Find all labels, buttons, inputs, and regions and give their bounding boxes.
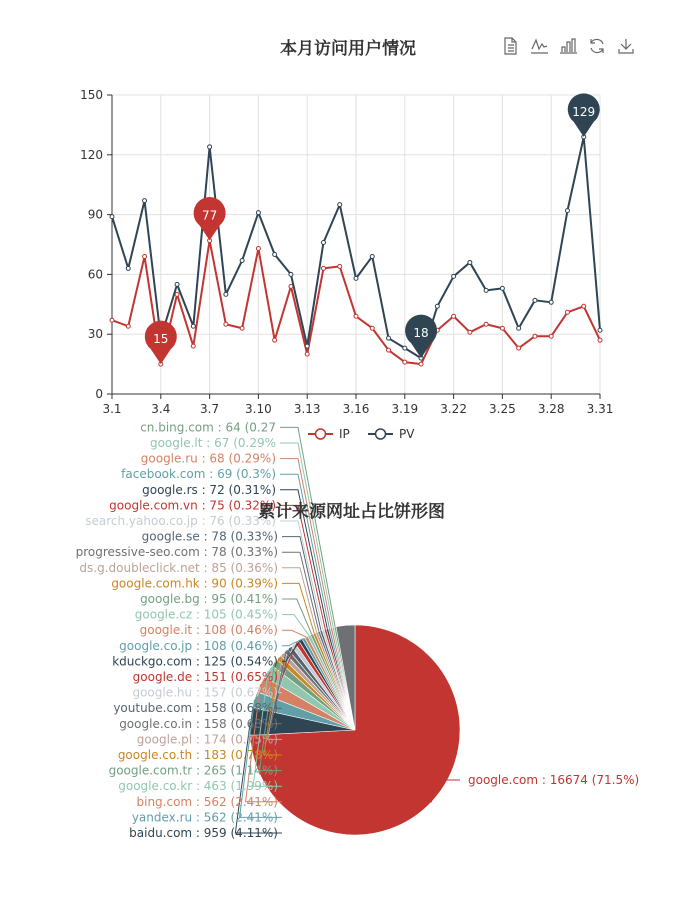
data-point-pv <box>354 276 358 280</box>
mark-point-ip <box>145 321 177 364</box>
slice-label: google.com.hk : 90 (0.39%) <box>111 576 278 591</box>
legend-item-pv[interactable] <box>368 427 415 441</box>
data-point-ip <box>549 334 553 338</box>
y-tick-label: 90 <box>87 207 103 222</box>
data-point-ip <box>354 314 358 318</box>
pie-chart-title: 累计来源网址占比饼形图 <box>258 502 445 522</box>
data-point-pv <box>224 292 228 296</box>
slice-label: google.com : 16674 (71.5%) <box>468 773 640 787</box>
data-point-pv <box>338 203 342 207</box>
data-point-pv <box>435 304 439 308</box>
data-point-pv <box>110 215 114 219</box>
data-point-pv <box>289 272 293 276</box>
data-point-ip <box>533 334 537 338</box>
data-point-pv <box>549 300 553 304</box>
data-point-pv <box>175 282 179 286</box>
slice-label: progressive-seo.com : 78 (0.33%) <box>75 545 278 560</box>
slice-label: google.com.tr : 265 (1.14%) <box>108 763 278 778</box>
x-tick-label: 3.31 <box>586 402 614 416</box>
x-tick-label: 3.25 <box>489 402 516 416</box>
slice-label: google.rs : 72 (0.31%) <box>142 482 276 497</box>
data-point-pv <box>273 252 277 256</box>
data-point-ip <box>419 362 423 366</box>
data-point-pv <box>452 274 456 278</box>
slice-label: google.co.in : 158 (0.68%) <box>119 716 278 731</box>
mark-label: 18 <box>413 326 429 341</box>
slice-label: bing.com : 562 (2.41%) <box>136 794 278 809</box>
legend-label: IP <box>339 427 350 441</box>
data-point-pv <box>468 260 472 264</box>
data-point-ip <box>403 360 407 364</box>
data-point-ip <box>517 346 521 350</box>
data-point-ip <box>387 348 391 352</box>
label-line <box>280 443 333 627</box>
mark-point-pv <box>568 93 600 136</box>
data-point-pv <box>191 324 195 328</box>
y-tick-label: 60 <box>87 267 103 282</box>
data-point-ip <box>468 330 472 334</box>
data-point-ip <box>240 326 244 330</box>
x-tick-label: 3.22 <box>440 402 467 416</box>
data-point-pv <box>565 209 569 213</box>
data-point-pv <box>126 266 130 270</box>
data-point-pv <box>484 288 488 292</box>
data-point-ip <box>224 322 228 326</box>
data-point-pv <box>370 254 374 258</box>
slice-label: youtube.com : 158 (0.68%) <box>113 701 278 716</box>
slice-label: google.pl : 174 (0.75%) <box>136 732 278 747</box>
label-line <box>282 630 306 637</box>
slice-label: google.lt : 67 (0.29% <box>149 436 276 450</box>
x-tick-label: 3.19 <box>391 402 419 416</box>
mark-label: 129 <box>572 104 596 119</box>
x-tick-label: 3.4 <box>151 402 171 416</box>
slice-label: kduckgo.com : 125 (0.54%) <box>112 654 278 669</box>
data-point-ip <box>143 254 147 258</box>
data-point-ip <box>484 322 488 326</box>
slice-label: google.se : 78 (0.33%) <box>141 529 278 544</box>
line-chart-title: 本月访问用户情况 <box>280 39 416 59</box>
slice-label: google.it : 108 (0.46%) <box>139 623 278 638</box>
data-point-pv <box>208 145 212 149</box>
mark-label: 77 <box>201 208 218 223</box>
slice-label: ds.g.doubleclick.net : 85 (0.36%) <box>79 560 278 575</box>
slice-label: facebook.com : 69 (0.3%) <box>121 467 276 482</box>
data-point-ip <box>370 326 374 330</box>
data-point-pv <box>240 258 244 262</box>
data-point-ip <box>273 338 277 342</box>
x-tick-label: 3.10 <box>245 402 272 416</box>
data-point-ip <box>500 326 504 330</box>
label-line <box>282 599 312 634</box>
y-tick-label: 0 <box>95 387 103 401</box>
data-point-ip <box>565 310 569 314</box>
data-point-ip <box>256 246 260 250</box>
legend-symbol <box>316 429 326 439</box>
data-point-pv <box>387 336 391 340</box>
data-point-ip <box>175 292 179 296</box>
data-point-ip <box>321 266 325 270</box>
x-tick-label: 3.7 <box>200 402 220 416</box>
data-point-ip <box>452 314 456 318</box>
data-point-ip <box>126 324 130 328</box>
legend-label: PV <box>399 427 415 441</box>
y-tick-label: 150 <box>80 88 103 102</box>
data-point-pv <box>533 298 537 302</box>
slice-label: baidu.com : 959 (4.11%) <box>129 826 278 840</box>
slice-label: yandex.ru : 562 (2.41%) <box>131 810 278 825</box>
slice-label: google.ru : 68 (0.29%) <box>140 451 276 466</box>
data-point-pv <box>321 241 325 245</box>
data-point-ip <box>598 338 602 342</box>
slice-label: google.co.kr : 463 (1.99%) <box>118 779 278 794</box>
slice-label: google.co.th : 183 (0.78%) <box>117 748 278 762</box>
data-point-pv <box>517 326 521 330</box>
data-point-pv <box>143 199 147 203</box>
legend-item-ip[interactable] <box>308 427 350 441</box>
slice-label: google.hu : 157 (0.67%) <box>132 685 278 700</box>
y-tick-label: 120 <box>80 147 103 162</box>
x-tick-label: 3.28 <box>537 402 565 416</box>
slice-label: search.yahoo.co.jp : 76 (0.33%) <box>85 514 276 528</box>
data-point-ip <box>582 304 586 308</box>
slice-label: cn.bing.com : 64 (0.27 <box>140 420 276 435</box>
data-point-pv <box>256 211 260 215</box>
mark-label: 15 <box>153 332 169 347</box>
x-tick-label: 3.1 <box>102 402 122 416</box>
y-tick-label: 30 <box>87 327 103 342</box>
data-point-pv <box>403 346 407 350</box>
data-point-ip <box>305 352 309 356</box>
data-point-ip <box>338 264 342 268</box>
data-point-pv <box>305 344 309 348</box>
data-point-pv <box>598 328 602 332</box>
data-point-pv <box>500 286 504 290</box>
data-point-ip <box>110 318 114 322</box>
legend-symbol <box>376 429 386 439</box>
slice-label: google.co.jp : 108 (0.46%) <box>119 638 278 653</box>
slice-label: google.com.vn : 75 (0.32%) <box>109 498 276 513</box>
data-point-ip <box>191 344 195 348</box>
x-tick-label: 3.16 <box>342 402 370 416</box>
slice-label: google.cz : 105 (0.45%) <box>134 607 278 622</box>
slice-label: google.de : 151 (0.65%) <box>132 670 278 684</box>
slice-label: google.bg : 95 (0.41%) <box>140 592 278 606</box>
x-tick-label: 3.13 <box>293 402 321 416</box>
mark-point-ip <box>194 197 226 240</box>
